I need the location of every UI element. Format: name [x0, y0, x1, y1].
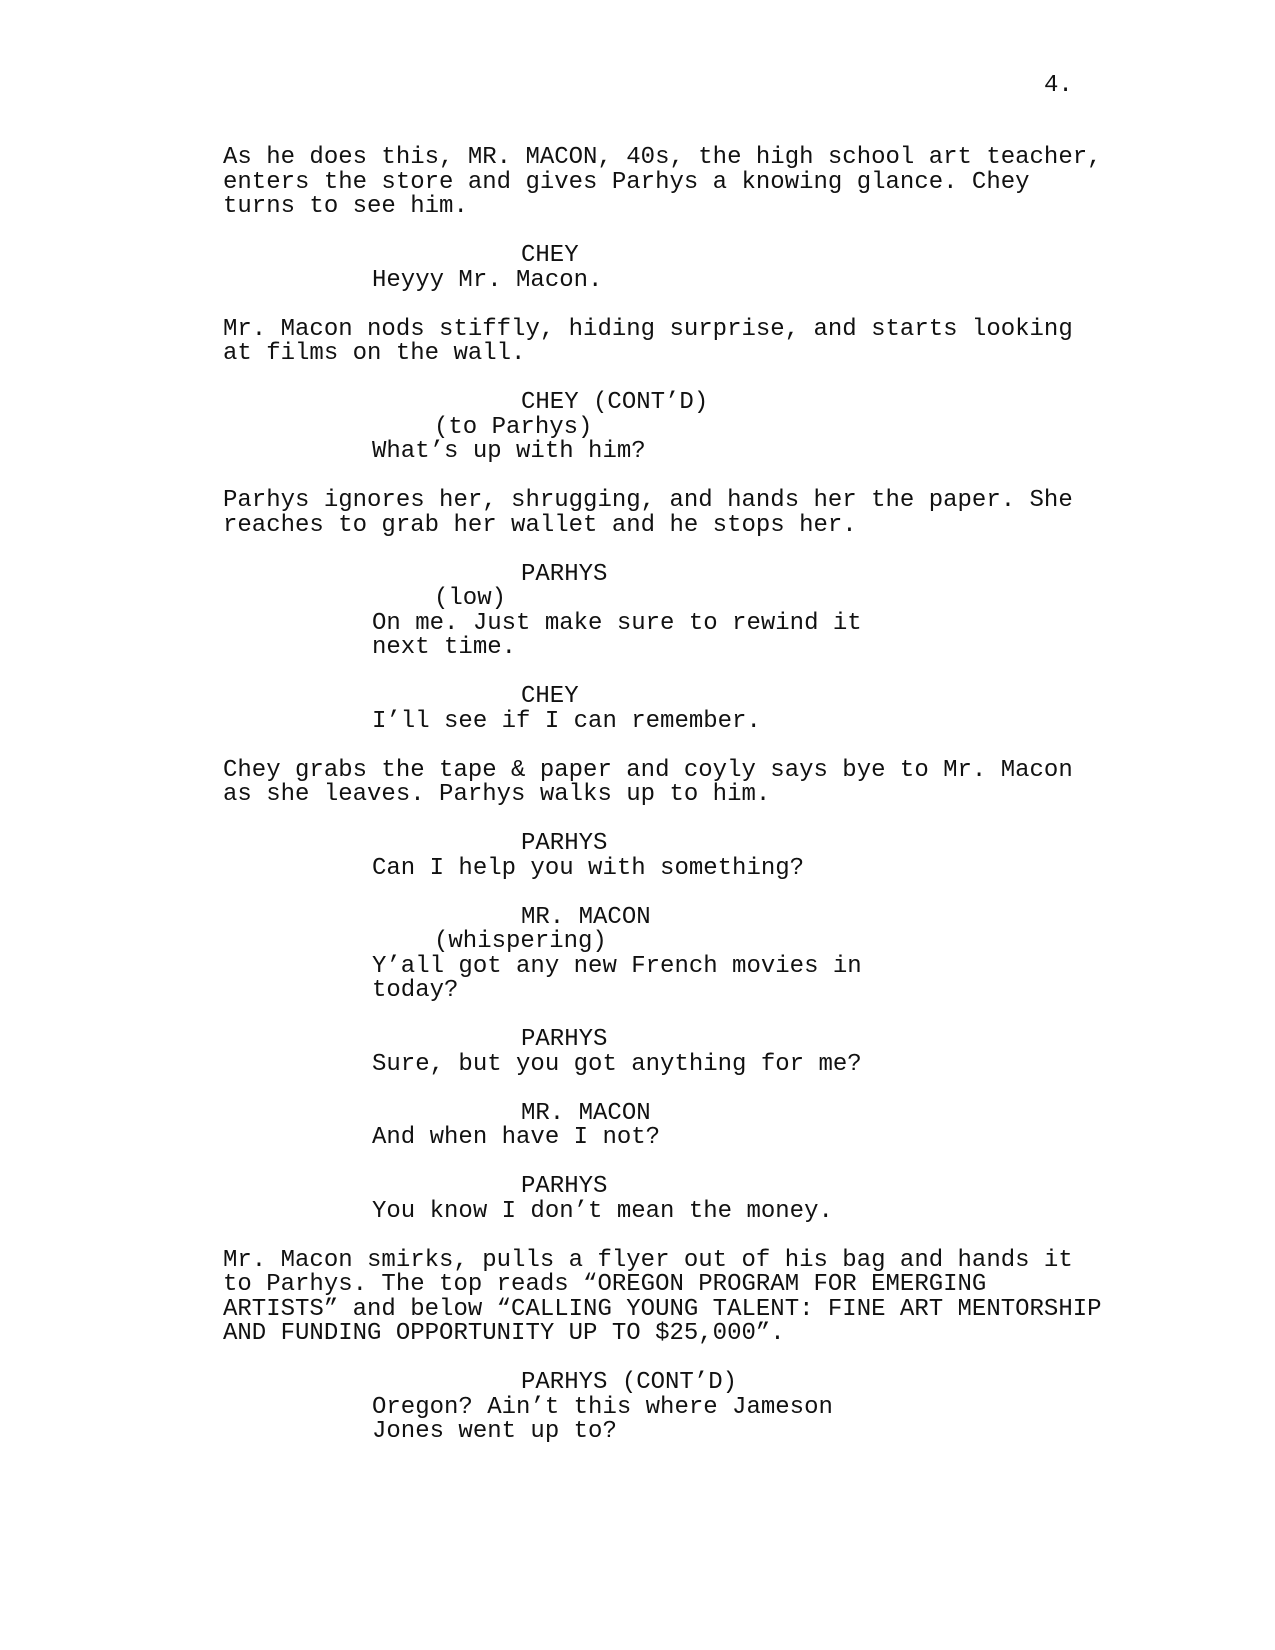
dialogue-line: Jones went up to? [372, 1418, 617, 1445]
dialogue-line: today? [372, 977, 459, 1004]
character-name: PARHYS [521, 560, 608, 588]
character-name: CHEY [521, 683, 579, 710]
dialogue-line: Y’all got any new French movies in [372, 952, 862, 980]
action-line: Chey grabs the tape & paper and coyly says bye to Mr. Macon [223, 756, 1073, 784]
page-number: 4. [1044, 72, 1073, 99]
dialogue-text [372, 1050, 1123, 1078]
screenplay-body [223, 146, 1123, 1469]
dialogue-text [372, 1197, 1123, 1225]
action-line: at films on the wall. [223, 340, 526, 367]
dialogue-line: I’ll see if I can remember. [372, 707, 761, 735]
action-line: ARTISTS” and below “CALLING YOUNG TALENT: FINE ART MENTORSHIP [223, 1295, 1102, 1323]
dialogue-block [223, 391, 1123, 465]
dialogue-text [372, 1393, 1123, 1445]
dialogue-line: Heyyy Mr. Macon. [372, 266, 603, 294]
dialogue-block [223, 1099, 1123, 1151]
dialogue-line: And when have I not? [372, 1124, 661, 1151]
dialogue-block [223, 903, 1123, 1004]
dialogue-block [223, 1028, 1123, 1077]
action-line: as she leaves. Parhys walks up to him. [223, 781, 771, 808]
dialogue-line: On me. Just make sure to rewind it [372, 609, 862, 637]
dialogue-line: Sure, but you got anything for me? [372, 1050, 862, 1078]
dialogue-line: Can I help you with something? [372, 854, 805, 882]
action-line: reaches to grab her wallet and he stops her. [223, 511, 857, 539]
action-line: to Parhys. The top reads “OREGON PROGRAM FOR EMERGING [223, 1271, 987, 1298]
parenthetical: (low) [434, 585, 507, 612]
character-name: MR. MACON [521, 903, 651, 931]
action-line: As he does this, MR. MACON, 40s, the high school art teacher, [223, 144, 1102, 171]
action-paragraph [223, 489, 1123, 538]
dialogue-text [372, 952, 1123, 1004]
character-name: PARHYS [521, 1026, 608, 1053]
action-paragraph [223, 146, 1123, 220]
action-line: Mr. Macon smirks, pulls a flyer out of his bag and hands it [223, 1246, 1073, 1274]
dialogue-line: next time. [372, 634, 517, 661]
dialogue-block [223, 244, 1123, 293]
dialogue-block [223, 1175, 1123, 1224]
dialogue-line: You know I don’t mean the money. [372, 1197, 833, 1225]
dialogue-block [223, 560, 1123, 661]
dialogue-line: What’s up with him? [372, 438, 646, 465]
action-paragraph [223, 1246, 1123, 1347]
action-line: enters the store and gives Parhys a knowing glance. Chey [223, 168, 1030, 196]
dialogue-line: Oregon? Ain’t this where Jameson [372, 1393, 833, 1421]
character-name: CHEY (CONT’D) [521, 389, 709, 416]
parenthetical: (whispering) [434, 928, 607, 955]
character-name: PARHYS (CONT’D) [521, 1369, 738, 1396]
character-name: PARHYS [521, 830, 608, 857]
character-name: CHEY [521, 242, 579, 269]
dialogue-block [223, 1371, 1123, 1445]
action-line: turns to see him. [223, 193, 468, 220]
dialogue-text [372, 440, 1123, 465]
dialogue-block [223, 685, 1123, 734]
action-line: Parhys ignores her, shrugging, and hands her the paper. She [223, 487, 1073, 514]
action-paragraph [223, 756, 1123, 808]
dialogue-text [372, 609, 1123, 661]
character-name: PARHYS [521, 1173, 608, 1200]
dialogue-text [372, 266, 1123, 294]
character-name: MR. MACON [521, 1099, 651, 1127]
action-line: AND FUNDING OPPORTUNITY UP TO $25,000”. [223, 1320, 785, 1347]
dialogue-text [372, 1126, 1123, 1151]
dialogue-text [372, 854, 1123, 882]
action-paragraph [223, 315, 1123, 367]
action-line: Mr. Macon nods stiffly, hiding surprise, and starts looking [223, 315, 1073, 343]
dialogue-block [223, 832, 1123, 881]
dialogue-text [372, 707, 1123, 735]
parenthetical: (to Parhys) [434, 413, 593, 441]
